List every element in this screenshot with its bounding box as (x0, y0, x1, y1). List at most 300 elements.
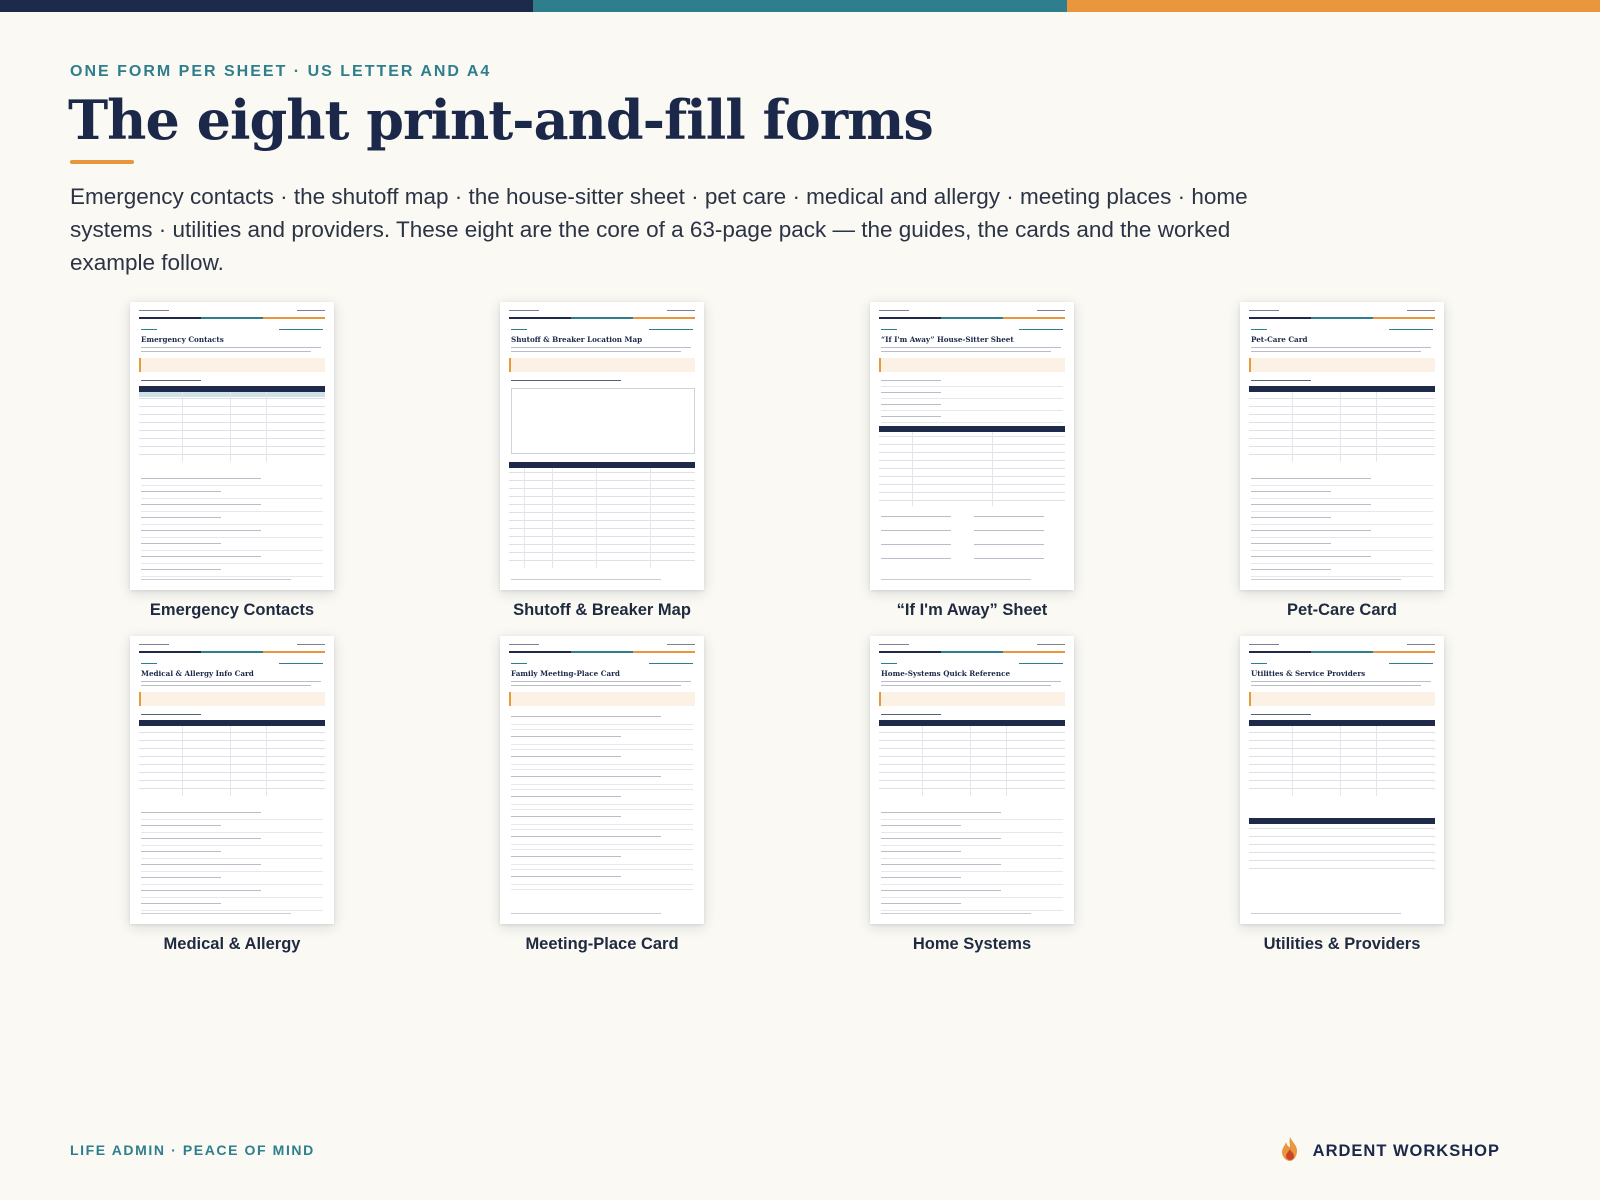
page-field-label (511, 796, 621, 797)
page-tag-mark (649, 663, 693, 664)
page-field-label (141, 877, 221, 878)
page-table-row (879, 460, 1065, 461)
page-field-label (1251, 491, 1331, 492)
page-tag-mark (1389, 663, 1433, 664)
page-table-row (1249, 430, 1435, 431)
page-color-segment (879, 317, 941, 319)
page-table-header (1249, 720, 1435, 726)
page-field-label (141, 478, 261, 479)
form-thumbnail[interactable] (870, 302, 1074, 590)
page-fill-line (1251, 576, 1433, 577)
page-header-marks (879, 644, 1065, 647)
page-table-column (1292, 392, 1293, 462)
page-field-label (881, 812, 1001, 813)
page-table-column (1376, 726, 1377, 796)
page-table-row (139, 780, 325, 781)
form-thumbnail[interactable] (130, 302, 334, 590)
page-table-row (1249, 868, 1435, 869)
page-callout-note (1249, 358, 1435, 372)
page-field-label (881, 825, 961, 826)
page-fill-line (881, 845, 1063, 846)
page-fill-line (141, 550, 323, 551)
page-table-row (509, 536, 695, 537)
form-caption: Emergency Contacts (149, 601, 315, 619)
page-fill-line (511, 849, 693, 850)
page-header-marks (509, 310, 695, 313)
page-footer-line (881, 579, 1031, 580)
page-table-highlight-row (139, 392, 325, 397)
page-header-mark (667, 310, 695, 311)
page-text-line (881, 351, 1051, 352)
page-header-mark (297, 644, 325, 645)
page-field-label (974, 530, 1044, 531)
page-color-segment (633, 317, 695, 319)
page-form-title: Home-Systems Quick Reference (881, 669, 1011, 678)
page-fill-line (511, 729, 693, 730)
page-fill-line (141, 910, 323, 911)
page-color-bar (139, 651, 325, 653)
page-table-row (509, 480, 695, 481)
page-fill-line (511, 744, 693, 745)
page-fill-line (141, 563, 323, 564)
page-field-label (141, 504, 261, 505)
top-bar-navy-segment (0, 0, 533, 12)
page-color-segment (263, 651, 325, 653)
page-fill-line (881, 897, 1063, 898)
page-color-segment (1249, 651, 1311, 653)
page-field-label (1251, 556, 1371, 557)
page-table-row (879, 444, 1065, 445)
page-footer-line (881, 913, 1031, 914)
page-table-column (912, 432, 913, 506)
form-caption: Medical & Allergy (163, 935, 301, 953)
page-fill-line (141, 819, 323, 820)
page-field-label (881, 851, 961, 852)
page-number-mark (141, 329, 157, 330)
page-fill-line (511, 829, 693, 830)
page-fill-line (141, 858, 323, 859)
form-card-house-sitter-sheet[interactable] (870, 302, 1074, 620)
page-text-line (141, 347, 321, 348)
top-color-bar (0, 0, 1600, 12)
page-field-label (511, 816, 621, 817)
page-table-row (1249, 788, 1435, 789)
page-header-mark (139, 644, 169, 645)
form-card-medical-allergy[interactable] (130, 636, 334, 954)
page-header-marks (879, 310, 1065, 313)
page-header-marks (1249, 310, 1435, 313)
page-number-mark (511, 663, 527, 664)
page-table-row (139, 446, 325, 447)
page-text-line (141, 681, 321, 682)
page-table-row (139, 398, 325, 399)
page-header-mark (1037, 310, 1065, 311)
page-tag-mark (279, 663, 323, 664)
page-table-row (509, 544, 695, 545)
form-card-utilities-providers[interactable] (1240, 636, 1444, 954)
page-table-row (879, 756, 1065, 757)
page-color-segment (139, 317, 201, 319)
page-header-marks (1249, 644, 1435, 647)
page-color-bar (139, 317, 325, 319)
eyebrow-label: ONE FORM PER SHEET · US LETTER AND A4 (70, 63, 492, 80)
page-header-marks (139, 310, 325, 313)
forms-grid (130, 302, 1470, 954)
page-fill-line (881, 819, 1063, 820)
page-text-line (141, 685, 311, 686)
page-table-row (509, 528, 695, 529)
page-fill-line (881, 871, 1063, 872)
page-color-segment (1003, 651, 1065, 653)
page-field-label (974, 558, 1044, 559)
page-form-title: “If I'm Away” House-Sitter Sheet (881, 335, 1014, 344)
page-section-label (1251, 714, 1311, 715)
page-table-row (1249, 836, 1435, 837)
form-card-pet-care[interactable] (1240, 302, 1444, 620)
page-form-title: Emergency Contacts (141, 335, 224, 344)
page-table-row (139, 788, 325, 789)
page-table-row (509, 472, 695, 473)
page-number-mark (1251, 663, 1267, 664)
page-header-marks (139, 644, 325, 647)
page-table-column (182, 392, 183, 462)
page-table-column (230, 726, 231, 796)
page-table-row (879, 780, 1065, 781)
page-table-row (1249, 454, 1435, 455)
page-field-label (881, 864, 1001, 865)
page-color-segment (1311, 651, 1373, 653)
page-table-row (1249, 748, 1435, 749)
page-field-label (881, 838, 1001, 839)
page-field-label (141, 838, 261, 839)
page-number-mark (881, 329, 897, 330)
page-table-row (1249, 756, 1435, 757)
page-table-column (1340, 726, 1341, 796)
page-fill-line (881, 398, 1063, 399)
page-field-label (1251, 543, 1331, 544)
page-tag-mark (1389, 329, 1433, 330)
page-table-column (266, 726, 267, 796)
page-table-row (1249, 780, 1435, 781)
page-table-row (139, 454, 325, 455)
page-field-label (141, 890, 261, 891)
page-table-row (1249, 852, 1435, 853)
page-fill-line (881, 422, 1063, 423)
page-header-mark (1407, 644, 1435, 645)
page-color-segment (139, 651, 201, 653)
page-field-label (881, 890, 1001, 891)
page-tag-mark (1019, 663, 1063, 664)
page-field-label (511, 736, 621, 737)
page-color-segment (1373, 651, 1435, 653)
page-field-label (881, 877, 961, 878)
page-table-row (139, 740, 325, 741)
page-table-row (1249, 446, 1435, 447)
page-number-mark (1251, 329, 1267, 330)
page-fill-line (141, 871, 323, 872)
page-footer-line (141, 579, 291, 580)
page-table-column (922, 726, 923, 796)
page-fill-line (1251, 498, 1433, 499)
page-header-mark (1037, 644, 1065, 645)
form-card-emergency-contacts[interactable] (130, 302, 334, 620)
page-table-row (879, 732, 1065, 733)
page-fill-line (511, 749, 693, 750)
page-color-segment (263, 317, 325, 319)
form-thumbnail[interactable] (500, 302, 704, 590)
page-header-mark (139, 310, 169, 311)
page-table-column (230, 392, 231, 462)
page-fill-line (511, 864, 693, 865)
page-footer-line (511, 913, 661, 914)
page-fill-line (511, 809, 693, 810)
footer-brand (1279, 1136, 1500, 1167)
page-table-row (139, 748, 325, 749)
page-field-label (511, 856, 621, 857)
page-table-row (879, 468, 1065, 469)
page-text-line (1251, 351, 1421, 352)
page-table-row (879, 764, 1065, 765)
page-table-column (992, 432, 993, 506)
page-color-bar (879, 651, 1065, 653)
page-fill-line (141, 537, 323, 538)
page-table-row (139, 756, 325, 757)
page-field-label (511, 876, 621, 877)
page-table-row (509, 560, 695, 561)
page-field-label (881, 380, 941, 381)
page-table-row (879, 500, 1065, 501)
page-table-row (139, 732, 325, 733)
page-fill-line (511, 869, 693, 870)
page-tag-mark (1019, 329, 1063, 330)
page-footer-line (1251, 579, 1401, 580)
page-table-row (139, 414, 325, 415)
page-fill-line (511, 884, 693, 885)
page-text-line (881, 685, 1051, 686)
page-fill-line (881, 910, 1063, 911)
page-field-label (141, 543, 221, 544)
page-callout-note (509, 358, 695, 372)
page-table-row (509, 552, 695, 553)
page-field-label (1251, 517, 1331, 518)
page-table-row (1249, 828, 1435, 829)
page-table-row (879, 452, 1065, 453)
page-fill-line (881, 410, 1063, 411)
page-fill-line (1251, 550, 1433, 551)
page-header-mark (509, 310, 539, 311)
page-table-row (139, 772, 325, 773)
page-table-row (879, 748, 1065, 749)
page-table-row (1249, 422, 1435, 423)
page-fill-line (141, 845, 323, 846)
page-field-label (1251, 504, 1371, 505)
page-footer-line (511, 579, 661, 580)
page-table-row (1249, 844, 1435, 845)
page-field-label (141, 556, 261, 557)
page-field-label (1251, 478, 1371, 479)
page-fill-line (1251, 485, 1433, 486)
page-footer-line (141, 913, 291, 914)
page-header-mark (509, 644, 539, 645)
page-header-mark (879, 644, 909, 645)
page-table-header (1249, 386, 1435, 392)
page-table-row (509, 512, 695, 513)
page-table-row (509, 504, 695, 505)
page-color-segment (1249, 317, 1311, 319)
page-fill-line (141, 832, 323, 833)
page-table-row (879, 436, 1065, 437)
page-header-mark (879, 310, 909, 311)
page-color-segment (509, 651, 571, 653)
page-text-line (881, 681, 1061, 682)
page-fill-line (881, 884, 1063, 885)
page-table-column (182, 726, 183, 796)
form-card-home-systems[interactable] (870, 636, 1074, 954)
page-field-label (141, 569, 221, 570)
page-color-segment (201, 317, 263, 319)
page-color-segment (1003, 317, 1065, 319)
page-color-segment (1311, 317, 1373, 319)
form-caption: Home Systems (912, 935, 1032, 953)
form-thumbnail[interactable] (130, 636, 334, 924)
page-table-row (139, 406, 325, 407)
page-field-label (141, 851, 221, 852)
page-callout-note (879, 692, 1065, 706)
page-field-label (974, 544, 1044, 545)
page-fill-line (511, 784, 693, 785)
page-table-row (1249, 764, 1435, 765)
page-table-column (1006, 726, 1007, 796)
form-thumbnail[interactable] (1240, 302, 1444, 590)
flame-logo-icon (1279, 1136, 1301, 1167)
page-field-label (141, 517, 221, 518)
page-footer-line (1251, 913, 1401, 914)
page-table-row (1249, 398, 1435, 399)
page-fill-line (141, 576, 323, 577)
page-color-segment (941, 317, 1003, 319)
page-section-label (141, 714, 201, 715)
page-callout-note (139, 358, 325, 372)
page-fill-line (1251, 524, 1433, 525)
form-card-shutoff-map[interactable] (500, 302, 704, 620)
page-table-row (509, 488, 695, 489)
form-thumbnail[interactable] (870, 636, 1074, 924)
page-color-segment (571, 651, 633, 653)
page-field-label (141, 903, 221, 904)
top-bar-teal-segment (533, 0, 1066, 12)
page-field-label (1251, 569, 1331, 570)
page-table-row (139, 438, 325, 439)
page-header-mark (667, 644, 695, 645)
page-field-label (141, 530, 261, 531)
form-thumbnail[interactable] (1240, 636, 1444, 924)
page-text-line (1251, 681, 1431, 682)
page-table-column (1340, 392, 1341, 462)
page-field-label (881, 530, 951, 531)
page-fill-line (511, 724, 693, 725)
page-header-mark (1249, 310, 1279, 311)
page-fill-line (511, 824, 693, 825)
page-field-label (974, 516, 1044, 517)
page-text-line (1251, 347, 1431, 348)
page-table-row (1249, 860, 1435, 861)
page-header-marks (509, 644, 695, 647)
page-table-row (1249, 414, 1435, 415)
page-table-row (1249, 732, 1435, 733)
page-section-label (1251, 380, 1311, 381)
page-text-line (511, 351, 681, 352)
page-table-row (1249, 772, 1435, 773)
page-form-title: Family Meeting-Place Card (511, 669, 620, 678)
brand-name: ARDENT WORKSHOP (1312, 1142, 1500, 1160)
page-form-title: Utilities & Service Providers (1251, 669, 1366, 678)
page-table-header (139, 720, 325, 726)
page-table-column (1376, 392, 1377, 462)
page-fill-line (1251, 537, 1433, 538)
page-floor-plan-box (511, 388, 695, 454)
page-table-row (1249, 740, 1435, 741)
page-field-label (141, 864, 261, 865)
page-text-line (141, 351, 311, 352)
page-table-row (1249, 438, 1435, 439)
page-table-row (509, 520, 695, 521)
page-table-column (650, 468, 651, 568)
page-header-mark (1407, 310, 1435, 311)
page-color-segment (941, 651, 1003, 653)
page-field-label (881, 558, 951, 559)
page-header-mark (297, 310, 325, 311)
page-field-label (881, 392, 941, 393)
page-field-label (881, 416, 941, 417)
page-color-segment (571, 317, 633, 319)
page-fill-line (141, 511, 323, 512)
page-form-title: Medical & Allergy Info Card (141, 669, 254, 678)
page-table-row (879, 772, 1065, 773)
page-color-bar (1249, 317, 1435, 319)
page-field-label (881, 404, 941, 405)
page-fill-line (1251, 563, 1433, 564)
page-tag-mark (279, 329, 323, 330)
page-number-mark (511, 329, 527, 330)
page-fill-line (141, 897, 323, 898)
page-field-label (141, 825, 221, 826)
page-table-row (879, 788, 1065, 789)
page-table-row (879, 484, 1065, 485)
page-number-mark (881, 663, 897, 664)
page-table-column (524, 468, 525, 568)
page-color-bar (509, 651, 695, 653)
page-color-segment (1373, 317, 1435, 319)
form-thumbnail[interactable] (500, 636, 704, 924)
page-color-bar (879, 317, 1065, 319)
page-field-label (511, 756, 621, 757)
page-callout-note (1249, 692, 1435, 706)
page-field-label (881, 903, 961, 904)
page-field-label (511, 836, 661, 837)
page-table-column (1292, 726, 1293, 796)
form-card-meeting-place[interactable] (500, 636, 704, 954)
page-table-header (879, 426, 1065, 432)
page-form-title: Pet-Care Card (1251, 335, 1308, 344)
page-field-label (511, 776, 661, 777)
page-table-row (509, 496, 695, 497)
page-text-line (1251, 685, 1421, 686)
page-color-segment (633, 651, 695, 653)
page-field-label (881, 516, 951, 517)
page-table-row (139, 430, 325, 431)
page-table-row (139, 422, 325, 423)
page-table-header (879, 720, 1065, 726)
